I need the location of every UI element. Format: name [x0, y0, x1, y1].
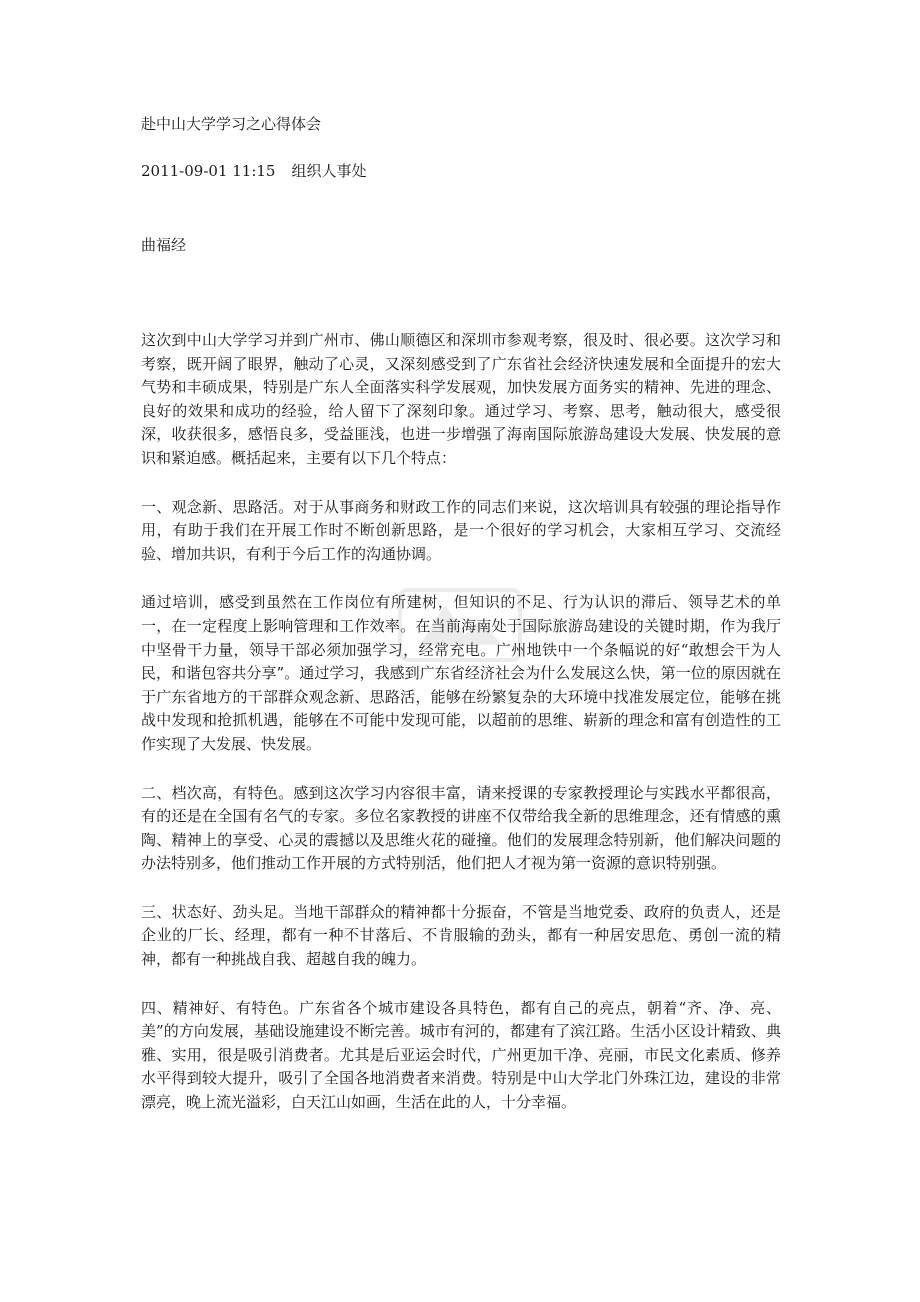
paragraph-point-3: 三、状态好、劲头足。当地干部群众的精神都十分振奋，不管是当地党委、政府的负责人，还是企业的厂长、经理，都有一种不甘落后、不肯服输的劲头，都有一种居安思危、勇创一流的精神，都有一种挑战自我、超越自我的魄力。: [141, 902, 781, 969]
author-name: 曲福经: [141, 236, 187, 254]
article-title: 赴中山大学学习之心得体会: [141, 115, 322, 133]
publish-date: 2011-09-01 11:15: [141, 162, 276, 180]
article-body: [141, 329, 781, 1140]
paragraph-training: 通过培训，感受到虽然在工作岗位有所建树，但知识的不足、行为认识的滞后、领导艺术的单一，在一定程度上影响管理和工作效率。在当前海南处于国际旅游岛建设的关键时期，作为我厅中坚骨干力量，领导干部必须加强学习，经常充电。广州地铁中一个条幅说的好“敢想会干为人民，和谐包容共分享”。通过学习，我感到广东省经济社会为什么发展这么快，第一位的原因就在于广东省地方的干部群众观念新、思路活，能够在纷繁复杂的大环境中找准发展定位，能够在挑战中发现和抢抓机遇，能够在不可能中发现可能，以超前的思维、崭新的理念和富有创造性的工作实现了大发展、快发展。: [141, 593, 781, 753]
article-meta: [141, 161, 367, 181]
paragraph-point-2: 二、档次高，有特色。感到这次学习内容很丰富，请来授课的专家教授理论与实践水平都很高，有的还是在全国有名气的专家。多位名家教授的讲座不仅带给我全新的思维理念，还有情感的熏陶、精神上的享受、心灵的震撼以及思维火花的碰撞。他们的发展理念特别新，他们解决问题的办法特别多，他们推动工作开展的方式特别活，他们把人才视为第一资源的意识特别强。: [141, 783, 781, 873]
paragraph-intro: 这次到中山大学学习并到广州市、佛山顺德区和深圳市参观考察，很及时、很必要。这次学习和考察，既开阔了眼界，触动了心灵，又深刻感受到了广东省社会经济快速发展和全面提升的宏大气势和丰硕成果，特别是广东人全面落实科学发展观，加快发展方面务实的精神、先进的理念、良好的效果和成功的经验，给人留下了深刻印象。通过学习、考察、思考，触动很大，感受很深，收获很多，感悟良多，受益匪浅，也进一步增强了海南国际旅游岛建设大发展、快发展的意识和紧迫感。概括起来，主要有以下几个特点：: [141, 331, 781, 467]
paragraph-point-4: 四、精神好、有特色。广东省各个城市建设各具特色，都有自己的亮点，朝着“齐、净、亮、美”的方向发展，基础设施建设不断完善。城市有河的，都建有了滨江路。生活小区设计精致、典雅、实用，很是吸引消费者。尤其是后亚运会时代，广州更加干净、亮丽，市民文化素质、修养水平得到较大提升，吸引了全国各地消费者来消费。特别是中山大学北门外珠江边，建设的非常漂亮，晚上流光溢彩，白天江山如画，生活在此的人，十分幸福。: [141, 998, 781, 1112]
paragraph-point-1: 一、观念新、思路活。对于从事商务和财政工作的同志们来说，这次培训具有较强的理论指导作用，有助于我们在开展工作时不断创新思路，是一个很好的学习机会，大家相互学习、交流经验、增加共识，有利于今后工作的沟通协调。: [141, 497, 781, 563]
department: 组织人事处: [291, 162, 367, 180]
